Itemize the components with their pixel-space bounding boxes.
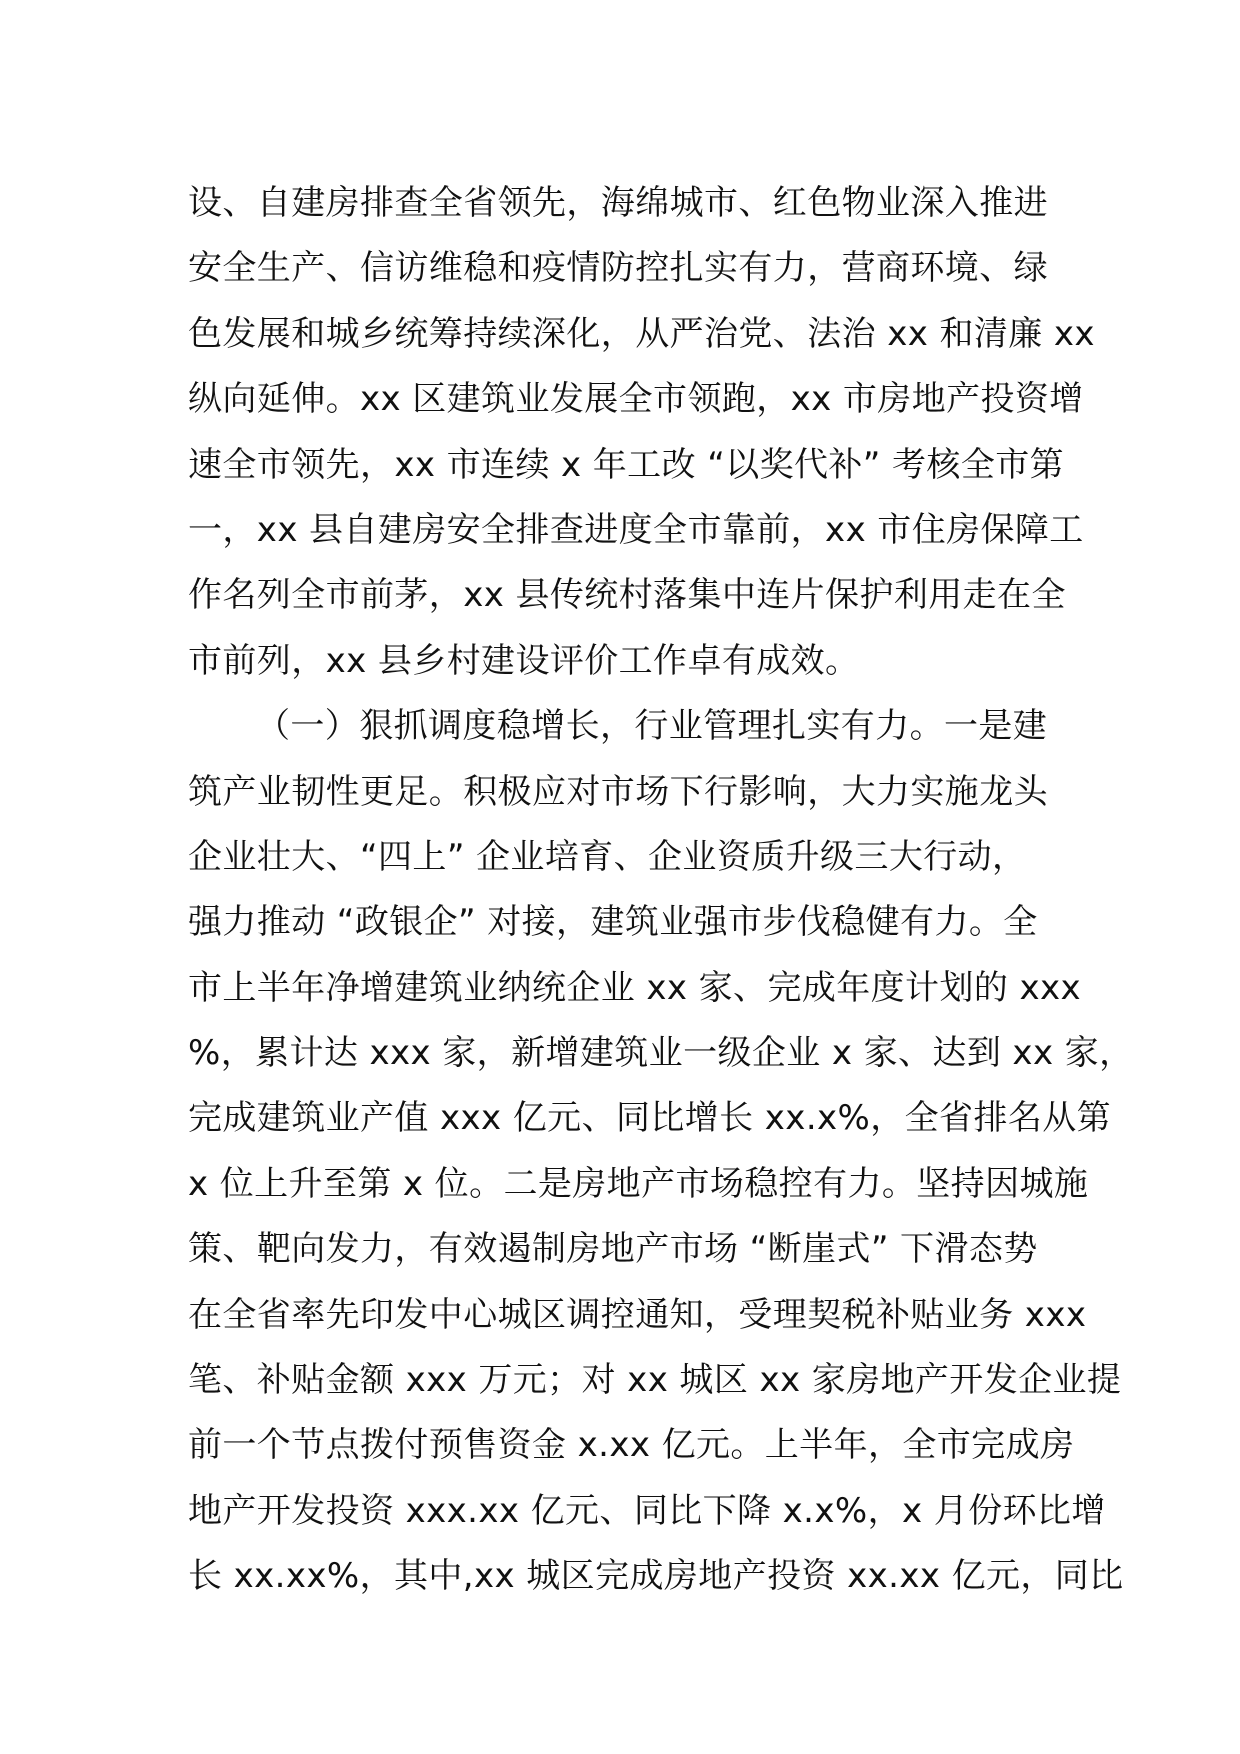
- text-line: 纵向延伸。xx 区建筑业发展全市领跑，xx 市房地产投资增: [188, 379, 1084, 420]
- text-line: 筑产业韧性更足。积极应对市场下行影响，大力实施龙头: [188, 771, 1048, 812]
- text-line: 在全省率先印发中心城区调控通知，受理契税补贴业务 xxx: [188, 1294, 1087, 1335]
- text-line: 策、靶向发力，有效遏制房地产市场 “断崖式” 下滑态势: [188, 1229, 1038, 1270]
- text-line: 速全市领先，xx 市连续 x 年工改 “以奖代补” 考核全市第: [188, 444, 1065, 485]
- text-line: 企业壮大、“四上” 企业培育、企业资质升级三大行动，: [188, 836, 1027, 877]
- text-line: 前一个节点拨付预售资金 x.xx 亿元。上半年，全市完成房: [188, 1425, 1075, 1466]
- text-line: 设、自建房排查全省领先，海绵城市、红色物业深入推进: [188, 183, 1048, 223]
- text-line: 完成建筑业产值 xxx 亿元、同比增长 xx.x%，全省排名从第: [188, 1098, 1112, 1139]
- text-line: 色发展和城乡统筹持续深化，从严治党、法治 xx 和清廉 xx: [188, 313, 1095, 354]
- text-line: 作名列全市前茅，xx 县传统村落集中连片保护利用走在全: [188, 575, 1066, 616]
- body-text: [188, 171, 1134, 1610]
- text-line: 市前列，xx 县乡村建设评价工作卓有成效。: [188, 640, 860, 681]
- text-line: 安全生产、信访维稳和疫情防控扎实有力，营商环境、绿: [188, 248, 1048, 289]
- text-line: 强力推动 “政银企” 对接，建筑业强市步伐稳健有力。全: [188, 902, 1038, 943]
- text-line: 市上半年净增建筑业纳统企业 xx 家、完成年度计划的 xxx: [188, 967, 1082, 1008]
- text-line: x 位上升至第 x 位。二是房地产市场稳控有力。坚持因城施: [188, 1163, 1089, 1204]
- text-line: 一，xx 县自建房安全排查进度全市靠前，xx 市住房保障工: [188, 509, 1084, 550]
- section-heading-line: （一）狠抓调度稳增长，行业管理扎实有力。一是建: [256, 706, 1048, 747]
- text-line: 长 xx.xx%，其中,xx 城区完成房地产投资 xx.xx 亿元，同比: [188, 1556, 1124, 1597]
- text-line: %，累计达 xxx 家，新增建筑业一级企业 x 家、达到 xx 家，: [188, 1033, 1134, 1074]
- text-line: 笔、补贴金额 xxx 万元；对 xx 城区 xx 家房地产开发企业提: [188, 1360, 1122, 1401]
- text-line: 地产开发投资 xxx.xx 亿元、同比下降 x.x%，x 月份环比增: [188, 1490, 1106, 1531]
